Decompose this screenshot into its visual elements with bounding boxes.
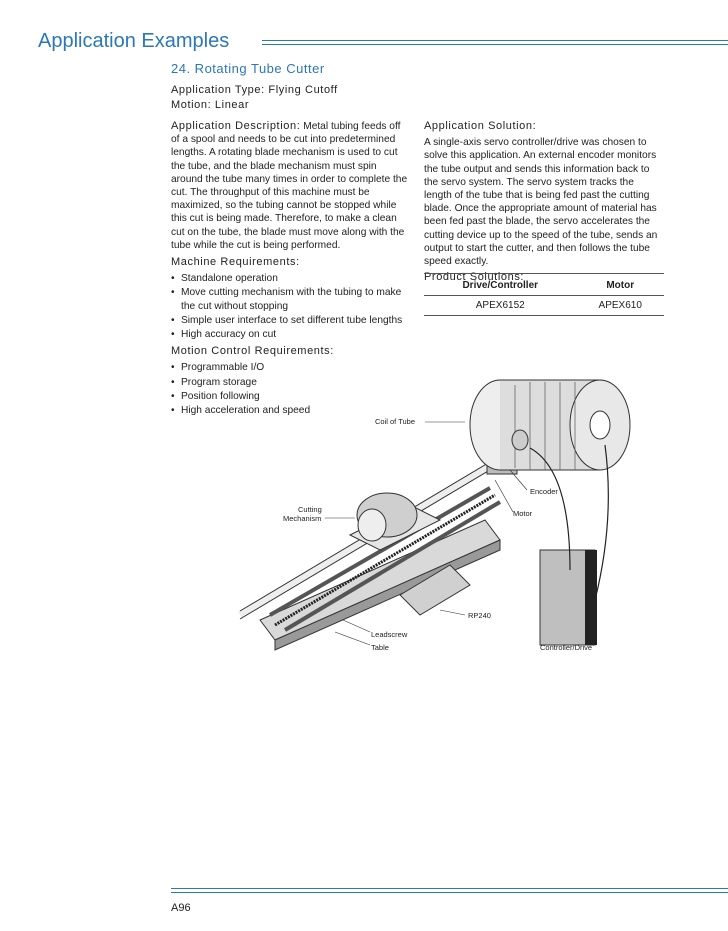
callout-table: Table — [371, 643, 389, 652]
callout-rp240: RP240 — [468, 611, 491, 620]
machine-requirements-label: Machine Requirements: — [171, 256, 300, 269]
product-solutions-table — [424, 273, 664, 316]
description-text: Metal tubing feeds off of a spool and needs to be cut into predetermined lengths. A rotating blade mechanism is used to cut the tube, and the blade mechanism must spin around the tube many times in order to complete the cut. The throughput of this machine must be maximized, so the tubing cannot be stopped while this cut is being made. Therefore, to make a clean cut on the tube, the blade must move along with the tube while the cut is being performed. — [171, 121, 408, 251]
list-item: • High acceleration and speed — [171, 404, 411, 417]
product-solutions-label: Product Solutions: — [424, 271, 525, 284]
right-column — [424, 120, 664, 287]
leader-table — [335, 632, 370, 645]
callout-motor: Motor — [513, 509, 533, 518]
list-item: • High accuracy on cut — [171, 328, 411, 341]
table-row — [424, 296, 664, 316]
machine-illustration — [225, 370, 725, 660]
application-type: Application Type: Flying Cutoff — [171, 84, 338, 96]
leader-motor — [495, 480, 513, 512]
leader-leadscrew — [343, 620, 370, 632]
coil-hub — [590, 411, 610, 439]
motion-requirements-label: Motion Control Requirements: — [171, 345, 334, 358]
header-rule — [262, 40, 728, 45]
list-item: • Programmable I/O — [171, 361, 411, 374]
callout-encoder: Encoder — [530, 487, 558, 496]
table-header-drive: Drive/Controller — [424, 274, 576, 296]
application-description — [171, 120, 411, 252]
list-item: • Move cutting mechanism with the tubing to make the cut without stopping — [171, 286, 411, 312]
callout-cutting-1: Cutting — [298, 505, 322, 514]
solution-text: A single-axis servo controller/drive was chosen to solve this application. An external encoder monitors the tube output and sends this information back to the servo system. The servo system tracks the length of the tube that is being fed past the cutting blade. Once the appropriate amount of material has been fed past the blade, the servo accelerates the cutting device up to the speed of the tube, sends an output to start the cutter, and then follows the tube speed exactly. — [424, 137, 658, 268]
leader-rp240 — [440, 610, 465, 615]
table-header-row — [424, 274, 664, 296]
solution-label: Application Solution: — [424, 120, 537, 132]
callout-controller: Controller/Drive — [540, 643, 593, 652]
list-item: • Position following — [171, 390, 411, 403]
list-item: • Standalone operation — [171, 272, 411, 285]
callout-leadscrew: Leadscrew — [371, 630, 408, 639]
list-item: • Program storage — [171, 376, 411, 389]
motion-type: Motion: Linear — [171, 99, 250, 111]
leader-encoder — [510, 470, 527, 490]
section-title: 24. Rotating Tube Cutter — [171, 61, 325, 76]
table-header-motor: Motor — [576, 274, 664, 296]
machine-requirements-list — [171, 272, 411, 341]
encoder — [512, 430, 528, 450]
page-number: A96 — [171, 902, 191, 914]
description-label: Application Description: — [171, 120, 301, 132]
callout-coil: Coil of Tube — [375, 417, 416, 426]
table-cell-motor: APEX610 — [576, 296, 664, 316]
cutter-face — [358, 509, 386, 541]
list-item: • Simple user interface to set different tube lengths — [171, 314, 411, 327]
page-header-title: Application Examples — [38, 30, 230, 52]
footer-rule — [171, 888, 728, 893]
table-cell-drive: APEX6152 — [424, 296, 576, 316]
callout-cutting-2: Mechanism — [283, 514, 322, 523]
